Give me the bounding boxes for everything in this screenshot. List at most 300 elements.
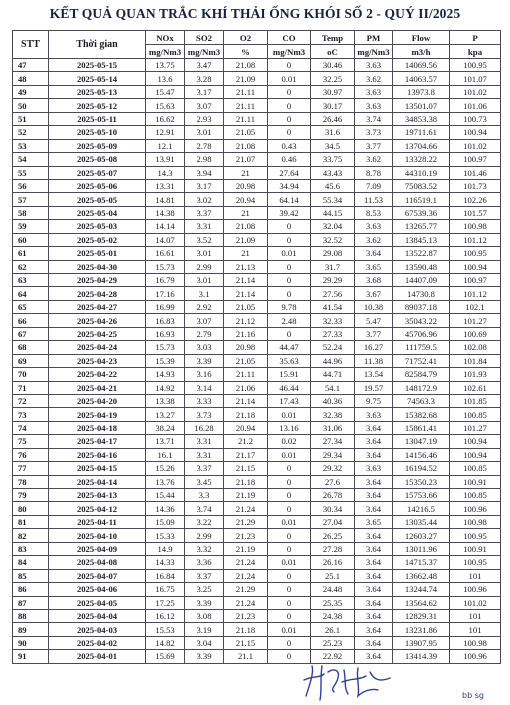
cell-p: 101.02: [450, 85, 501, 98]
cell-pm: 8.53: [355, 206, 393, 219]
cell-nox: 14.14: [146, 220, 185, 233]
cell-o2: 21.05: [224, 354, 268, 367]
cell-co: 0: [268, 489, 311, 502]
cell-o2: 21.23: [224, 529, 268, 542]
cell-so2: 2.92: [185, 300, 224, 313]
cell-temp: 29.34: [311, 448, 355, 461]
table-row: [13, 609, 501, 622]
cell-flow: 67539.36: [393, 206, 450, 219]
cell-nox: 12.1: [146, 139, 185, 152]
cell-pm: 3.62: [355, 153, 393, 166]
table-row: [13, 421, 501, 434]
cell-date: 2025-04-09: [49, 542, 146, 555]
table-row: [13, 206, 501, 219]
cell-flow: 75083.52: [393, 179, 450, 192]
cell-o2: 21.11: [224, 112, 268, 125]
cell-flow: 12829.31: [393, 609, 450, 622]
cell-nox: 15.39: [146, 354, 185, 367]
cell-co: 0: [268, 650, 311, 663]
cell-o2: 21.18: [224, 408, 268, 421]
cell-so2: 3.03: [185, 341, 224, 354]
cell-o2: 21.14: [224, 394, 268, 407]
cell-p: 101: [450, 623, 501, 636]
table-row: [13, 139, 501, 152]
cell-o2: 21.2: [224, 435, 268, 448]
cell-nox: 13.75: [146, 59, 185, 72]
cell-nox: 12.91: [146, 126, 185, 139]
cell-so2: 2.99: [185, 529, 224, 542]
cell-temp: 29.32: [311, 462, 355, 475]
cell-nox: 14.33: [146, 556, 185, 569]
cell-pm: 3.65: [355, 260, 393, 273]
cell-flow: 13501.07: [393, 99, 450, 112]
monitoring-table: [12, 30, 501, 664]
cell-date: 2025-05-15: [49, 59, 146, 72]
cell-nox: 15.53: [146, 623, 185, 636]
cell-temp: 26.78: [311, 489, 355, 502]
cell-date: 2025-04-04: [49, 609, 146, 622]
cell-stt: 85: [13, 569, 49, 582]
cell-temp: 25.23: [311, 636, 355, 649]
cell-so2: 3.04: [185, 636, 224, 649]
cell-pm: 3.64: [355, 542, 393, 555]
cell-flow: 35043.22: [393, 314, 450, 327]
cell-flow: 14407.09: [393, 274, 450, 287]
table-row: [13, 502, 501, 515]
cell-date: 2025-04-08: [49, 556, 146, 569]
cell-stt: 83: [13, 542, 49, 555]
cell-so2: 3.01: [185, 274, 224, 287]
cell-temp: 43.43: [311, 166, 355, 179]
cell-stt: 80: [13, 502, 49, 515]
cell-nox: 13.91: [146, 153, 185, 166]
cell-pm: 3.63: [355, 408, 393, 421]
cell-so2: 3.22: [185, 515, 224, 528]
cell-date: 2025-05-09: [49, 139, 146, 152]
cell-flow: 14715.37: [393, 556, 450, 569]
cell-flow: 19711.61: [393, 126, 450, 139]
cell-nox: 13.6: [146, 72, 185, 85]
table-row: [13, 408, 501, 421]
unit-nox: mg/Nm3: [146, 45, 185, 59]
cell-date: 2025-04-26: [49, 314, 146, 327]
cell-date: 2025-05-07: [49, 166, 146, 179]
cell-nox: 14.93: [146, 368, 185, 381]
cell-o2: 21.19: [224, 489, 268, 502]
table-row: [13, 394, 501, 407]
cell-so2: 3.07: [185, 99, 224, 112]
column-header-pm: PM: [355, 31, 393, 45]
cell-stt: 61: [13, 247, 49, 260]
cell-temp: 52.24: [311, 341, 355, 354]
cell-flow: 13047.19: [393, 435, 450, 448]
cell-p: 100.98: [450, 220, 501, 233]
cell-date: 2025-04-22: [49, 368, 146, 381]
cell-pm: 3.62: [355, 72, 393, 85]
cell-date: 2025-04-03: [49, 623, 146, 636]
cell-nox: 16.62: [146, 112, 185, 125]
cell-o2: 21: [224, 206, 268, 219]
cell-temp: 33.75: [311, 153, 355, 166]
cell-nox: 14.9: [146, 542, 185, 555]
cell-o2: 21.08: [224, 139, 268, 152]
cell-pm: 3.64: [355, 636, 393, 649]
cell-nox: 13.71: [146, 435, 185, 448]
cell-co: 0: [268, 475, 311, 488]
cell-o2: 21.06: [224, 381, 268, 394]
cell-date: 2025-05-01: [49, 247, 146, 260]
cell-co: 0: [268, 112, 311, 125]
cell-temp: 54.1: [311, 381, 355, 394]
table-row: [13, 435, 501, 448]
cell-pm: 3.67: [355, 287, 393, 300]
cell-date: 2025-04-10: [49, 529, 146, 542]
cell-stt: 64: [13, 287, 49, 300]
cell-co: 0: [268, 85, 311, 98]
cell-co: 0.01: [268, 72, 311, 85]
cell-date: 2025-04-15: [49, 462, 146, 475]
cell-pm: 3.64: [355, 529, 393, 542]
table-row: [13, 515, 501, 528]
cell-p: 101.84: [450, 354, 501, 367]
cell-flow: 13328.22: [393, 153, 450, 166]
cell-o2: 21.11: [224, 368, 268, 381]
table-row: [13, 274, 501, 287]
cell-stt: 74: [13, 421, 49, 434]
cell-nox: 16.84: [146, 569, 185, 582]
cell-co: 0.02: [268, 435, 311, 448]
cell-nox: 14.81: [146, 193, 185, 206]
cell-stt: 87: [13, 596, 49, 609]
cell-flow: 13564.62: [393, 596, 450, 609]
cell-date: 2025-04-12: [49, 502, 146, 515]
cell-flow: 13035.44: [393, 515, 450, 528]
cell-pm: 3.64: [355, 596, 393, 609]
cell-o2: 21.24: [224, 596, 268, 609]
cell-pm: 3.64: [355, 569, 393, 582]
cell-co: 0.01: [268, 408, 311, 421]
cell-co: 35.63: [268, 354, 311, 367]
table-row: [13, 233, 501, 246]
cell-date: 2025-04-28: [49, 287, 146, 300]
cell-so2: 3.01: [185, 247, 224, 260]
cell-date: 2025-04-24: [49, 341, 146, 354]
cell-stt: 47: [13, 59, 49, 72]
cell-date: 2025-04-30: [49, 260, 146, 273]
column-header-temp: Temp: [311, 31, 355, 45]
cell-co: 0: [268, 609, 311, 622]
cell-temp: 32.25: [311, 72, 355, 85]
cell-pm: 3.64: [355, 650, 393, 663]
cell-flow: 13590.48: [393, 260, 450, 273]
cell-p: 100.85: [450, 462, 501, 475]
cell-o2: 21.12: [224, 314, 268, 327]
cell-p: 101.85: [450, 394, 501, 407]
cell-pm: 3.64: [355, 448, 393, 461]
cell-flow: 15350.23: [393, 475, 450, 488]
cell-pm: 3.63: [355, 220, 393, 233]
cell-date: 2025-05-11: [49, 112, 146, 125]
cell-co: 0: [268, 126, 311, 139]
cell-nox: 16.75: [146, 583, 185, 596]
cell-temp: 32.33: [311, 314, 355, 327]
cell-pm: 3.77: [355, 327, 393, 340]
cell-so2: 3.25: [185, 583, 224, 596]
cell-co: 0: [268, 636, 311, 649]
table-row: [13, 489, 501, 502]
cell-temp: 27.56: [311, 287, 355, 300]
unit-p: kpa: [450, 45, 501, 59]
cell-stt: 62: [13, 260, 49, 273]
cell-temp: 27.04: [311, 515, 355, 528]
cell-so2: 3.33: [185, 394, 224, 407]
cell-co: 0: [268, 260, 311, 273]
cell-pm: 13.54: [355, 368, 393, 381]
cell-so2: 2.98: [185, 153, 224, 166]
cell-date: 2025-04-11: [49, 515, 146, 528]
cell-nox: 16.79: [146, 274, 185, 287]
cell-so2: 3.36: [185, 556, 224, 569]
cell-o2: 21.19: [224, 542, 268, 555]
cell-stt: 67: [13, 327, 49, 340]
cell-co: 13.16: [268, 421, 311, 434]
table-row: [13, 569, 501, 582]
cell-o2: 21.23: [224, 609, 268, 622]
cell-flow: 13011.96: [393, 542, 450, 555]
cell-nox: 16.93: [146, 327, 185, 340]
cell-flow: 45706.96: [393, 327, 450, 340]
cell-nox: 17.25: [146, 596, 185, 609]
cell-pm: 3.74: [355, 112, 393, 125]
cell-flow: 15382.68: [393, 408, 450, 421]
cell-stt: 65: [13, 300, 49, 313]
cell-stt: 84: [13, 556, 49, 569]
cell-co: 0: [268, 59, 311, 72]
cell-p: 100.95: [450, 556, 501, 569]
cell-stt: 73: [13, 408, 49, 421]
cell-co: 17.43: [268, 394, 311, 407]
cell-date: 2025-04-13: [49, 489, 146, 502]
cell-nox: 13.31: [146, 179, 185, 192]
cell-stt: 51: [13, 112, 49, 125]
cell-date: 2025-04-05: [49, 596, 146, 609]
cell-temp: 40.36: [311, 394, 355, 407]
cell-o2: 21.08: [224, 220, 268, 233]
cell-flow: 13662.48: [393, 569, 450, 582]
cell-co: 34.94: [268, 179, 311, 192]
cell-p: 101: [450, 569, 501, 582]
table-row: [13, 448, 501, 461]
cell-flow: 15861.41: [393, 421, 450, 434]
table-row: [13, 381, 501, 394]
report-title: KẾT QUẢ QUAN TRẮC KHÍ THẢI ỐNG KHÓI SỐ 2 - QUÝ II/2025: [49, 6, 461, 21]
column-header-flow: Flow: [393, 31, 450, 45]
cell-p: 100.96: [450, 583, 501, 596]
table-row: [13, 556, 501, 569]
table-row: [13, 462, 501, 475]
cell-pm: 9.75: [355, 394, 393, 407]
cell-o2: 21.15: [224, 636, 268, 649]
cell-co: 0.01: [268, 448, 311, 461]
cell-p: 101.02: [450, 139, 501, 152]
cell-co: 0: [268, 220, 311, 233]
column-header-so2: SO2: [185, 31, 224, 45]
cell-stt: 79: [13, 489, 49, 502]
cell-stt: 69: [13, 354, 49, 367]
cell-temp: 26.16: [311, 556, 355, 569]
cell-flow: 13244.74: [393, 583, 450, 596]
cell-stt: 75: [13, 435, 49, 448]
cell-nox: 17.16: [146, 287, 185, 300]
cell-o2: 21.29: [224, 583, 268, 596]
cell-so2: 3.37: [185, 206, 224, 219]
cell-pm: 3.64: [355, 421, 393, 434]
cell-so2: 3.47: [185, 59, 224, 72]
cell-flow: 14063.57: [393, 72, 450, 85]
table-row: [13, 85, 501, 98]
cell-stt: 56: [13, 179, 49, 192]
cell-so2: 3.74: [185, 502, 224, 515]
cell-flow: 13907.95: [393, 636, 450, 649]
cell-o2: 21.15: [224, 462, 268, 475]
cell-temp: 26.46: [311, 112, 355, 125]
unit-co: mg/Nm3: [268, 45, 311, 59]
cell-p: 100.97: [450, 274, 501, 287]
cell-stt: 78: [13, 475, 49, 488]
cell-co: 0: [268, 462, 311, 475]
table-row: [13, 529, 501, 542]
cell-stt: 68: [13, 341, 49, 354]
cell-pm: 3.64: [355, 583, 393, 596]
cell-co: 0: [268, 596, 311, 609]
cell-so2: 16.28: [185, 421, 224, 434]
cell-date: 2025-05-04: [49, 206, 146, 219]
cell-pm: 3.65: [355, 515, 393, 528]
cell-o2: 21.16: [224, 327, 268, 340]
cell-co: 46.44: [268, 381, 311, 394]
cell-stt: 57: [13, 193, 49, 206]
cell-nox: 15.73: [146, 260, 185, 273]
cell-flow: 12603.27: [393, 529, 450, 542]
cell-nox: 15.73: [146, 341, 185, 354]
cell-stt: 90: [13, 636, 49, 649]
cell-p: 100.96: [450, 502, 501, 515]
cell-flow: 13231.86: [393, 623, 450, 636]
cell-pm: 11.38: [355, 354, 393, 367]
cell-o2: 21.18: [224, 475, 268, 488]
cell-p: 101.73: [450, 179, 501, 192]
cell-date: 2025-05-12: [49, 99, 146, 112]
cell-nox: 14.3: [146, 166, 185, 179]
cell-co: 0.01: [268, 556, 311, 569]
cell-co: 0: [268, 502, 311, 515]
table-row: [13, 368, 501, 381]
table-row: [13, 300, 501, 313]
cell-pm: 3.64: [355, 475, 393, 488]
cell-so2: 3.31: [185, 435, 224, 448]
cell-nox: 14.36: [146, 502, 185, 515]
table-row: [13, 475, 501, 488]
cell-date: 2025-05-02: [49, 233, 146, 246]
cell-flow: 13704.66: [393, 139, 450, 152]
cell-temp: 27.34: [311, 435, 355, 448]
cell-so2: 3.16: [185, 368, 224, 381]
table-row: [13, 220, 501, 233]
cell-nox: 15.69: [146, 650, 185, 663]
column-header-stt: STT: [13, 31, 49, 59]
cell-pm: 5.47: [355, 314, 393, 327]
cell-co: 44.47: [268, 341, 311, 354]
cell-temp: 32.38: [311, 408, 355, 421]
cell-co: 39.42: [268, 206, 311, 219]
cell-p: 101.46: [450, 166, 501, 179]
cell-pm: 16.27: [355, 341, 393, 354]
cell-stt: 89: [13, 623, 49, 636]
cell-stt: 77: [13, 462, 49, 475]
cell-p: 102.61: [450, 381, 501, 394]
cell-p: 100.98: [450, 515, 501, 528]
cell-stt: 52: [13, 126, 49, 139]
cell-o2: 21.24: [224, 556, 268, 569]
cell-p: 100.97: [450, 153, 501, 166]
cell-stt: 60: [13, 233, 49, 246]
table-row: [13, 59, 501, 72]
cell-p: 101.06: [450, 99, 501, 112]
cell-temp: 22.92: [311, 650, 355, 663]
cell-so2: 3.37: [185, 569, 224, 582]
cell-date: 2025-05-14: [49, 72, 146, 85]
cell-so2: 3.73: [185, 408, 224, 421]
table-row: [13, 583, 501, 596]
cell-pm: 3.62: [355, 233, 393, 246]
cell-flow: 74563.3: [393, 394, 450, 407]
cell-nox: 15.33: [146, 529, 185, 542]
cell-p: 101.07: [450, 72, 501, 85]
cell-flow: 111759.5: [393, 341, 450, 354]
cell-co: 0: [268, 569, 311, 582]
cell-o2: 21.09: [224, 233, 268, 246]
column-header-time: Thời gian: [49, 31, 146, 59]
cell-date: 2025-05-03: [49, 220, 146, 233]
column-header-nox: NOx: [146, 31, 185, 45]
cell-pm: 8.78: [355, 166, 393, 179]
cell-temp: 32.52: [311, 233, 355, 246]
cell-p: 100.95: [450, 247, 501, 260]
cell-so2: 3.3: [185, 489, 224, 502]
cell-so2: 2.93: [185, 112, 224, 125]
cell-pm: 10.38: [355, 300, 393, 313]
column-header-p: P: [450, 31, 501, 45]
cell-flow: 14069.56: [393, 59, 450, 72]
cell-so2: 3.07: [185, 314, 224, 327]
cell-so2: 3.1: [185, 287, 224, 300]
cell-stt: 66: [13, 314, 49, 327]
table-row: [13, 179, 501, 192]
cell-so2: 3.17: [185, 179, 224, 192]
cell-o2: 21.11: [224, 99, 268, 112]
cell-so2: 3.14: [185, 381, 224, 394]
cell-o2: 21: [224, 166, 268, 179]
cell-p: 101.93: [450, 368, 501, 381]
cell-p: 101: [450, 609, 501, 622]
cell-pm: 3.73: [355, 126, 393, 139]
cell-flow: 148172.9: [393, 381, 450, 394]
cell-flow: 14156.46: [393, 448, 450, 461]
cell-date: 2025-04-25: [49, 327, 146, 340]
table-row: [13, 247, 501, 260]
cell-o2: 21.24: [224, 502, 268, 515]
cell-nox: 15.26: [146, 462, 185, 475]
